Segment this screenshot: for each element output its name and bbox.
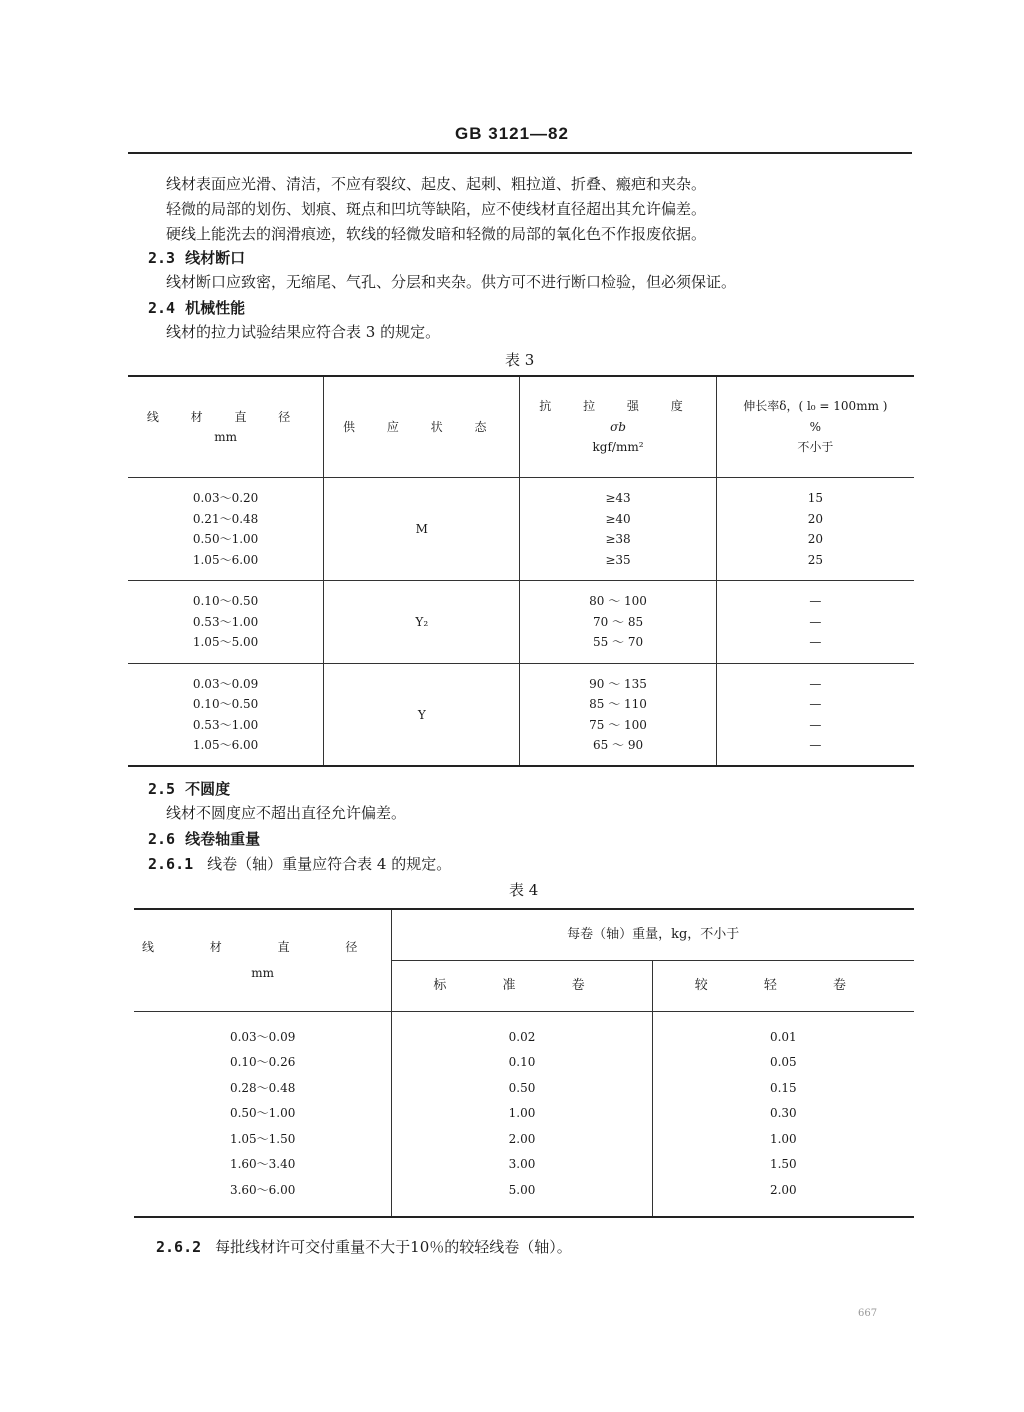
section-title: 每批线材许可交付重量不大于10％的较轻线卷（轴）。: [215, 1238, 572, 1256]
section-title: 线卷（轴）重量应符合表 4 的规定。: [207, 855, 452, 873]
strength-cell: ≥43 ≥40 ≥38 ≥35: [520, 478, 716, 581]
strength-cell: 80 ～ 100 70 ～ 85 55 ～ 70: [520, 581, 716, 664]
diameter-cell: 0.03～0.20 0.21～0.48 0.50～1.00 1.05～6.00: [128, 478, 324, 581]
section-number: 2.6.2: [156, 1238, 202, 1256]
paragraph-surface-1: 线材表面应光滑、清洁，不应有裂纹、起皮、起刺、粗拉道、折叠、瘢疤和夹杂。: [166, 175, 707, 193]
table-3-caption: 表 3: [505, 351, 535, 369]
page-number: 667: [858, 1308, 878, 1319]
diameter-cell: 0.03～0.09 0.10～0.26 0.28～0.48 0.50～1.00 1.05～1.50 1.60～3.40 3.60～6.00: [229, 1029, 296, 1197]
standard-coil-cell: 0.02 0.10 0.50 1.00 2.00 3.00 5.00: [392, 1012, 652, 1218]
header-elongation: 伸长率δ，( l₀ = 100mm ) % 不小于: [716, 376, 914, 478]
state-cell: Y₂: [324, 581, 520, 664]
section-title: 线卷轴重量: [185, 830, 261, 848]
document-code-header: GB 3121—82: [455, 124, 569, 143]
header-light-coil: 较 轻 卷: [652, 961, 914, 1012]
state-cell: M: [324, 478, 520, 581]
paragraph-fracture: 线材断口应致密，无缩尾、气孔、分层和夹杂。供方可不进行断口检验，但必须保证。: [166, 273, 737, 291]
section-2-4-heading: [148, 297, 245, 318]
section-number: 2.5: [148, 780, 176, 798]
section-2-6-1-heading: [148, 853, 451, 874]
table-row: [128, 664, 914, 767]
header-standard-coil: 标 准 卷: [392, 961, 652, 1012]
light-coil-cell: 0.01 0.05 0.15 0.30 1.00 1.50 2.00: [652, 1012, 914, 1218]
header-diameter: 线 材 直 径 mm: [134, 909, 392, 1012]
section-title: 机械性能: [185, 299, 246, 317]
section-number: 2.3: [148, 249, 176, 267]
table-row: [134, 1012, 914, 1218]
header-rule: [128, 152, 912, 154]
section-title: 线材断口: [185, 249, 246, 267]
header-weight: 每卷（轴）重量，kg，不小于: [392, 909, 914, 961]
section-number: 2.6: [148, 830, 176, 848]
elongation-cell: — — —: [716, 581, 914, 664]
paragraph-tensile: 线材的拉力试验结果应符合表 3 的规定。: [166, 323, 441, 341]
table-row: [128, 581, 914, 664]
diameter-cell: 0.10～0.50 0.53～1.00 1.05～5.00: [128, 581, 324, 664]
paragraph-roundness: 线材不圆度应不超出直径允许偏差。: [166, 804, 407, 822]
strength-cell: 90 ～ 135 85 ～ 110 75 ～ 100 65 ～ 90: [520, 664, 716, 767]
section-number: 2.6.1: [148, 855, 194, 873]
header-state: 供 应 状 态: [324, 376, 520, 478]
section-2-6-heading: [148, 828, 260, 849]
table-4: [134, 908, 914, 1218]
elongation-cell: — — — —: [716, 664, 914, 767]
table-3: [128, 375, 914, 767]
section-title: 不圆度: [185, 780, 231, 798]
table-4-caption: 表 4: [509, 881, 539, 899]
elongation-cell: 15 20 20 25: [716, 478, 914, 581]
section-number: 2.4: [148, 299, 176, 317]
table-row: [128, 478, 914, 581]
paragraph-surface-2: 轻微的局部的划伤、划痕、斑点和凹坑等缺陷，应不使线材直径超出其允许偏差。: [166, 200, 707, 218]
table-3-header-row: [128, 376, 914, 478]
header-diameter: 线 材 直 径 mm: [128, 376, 324, 478]
table-4-header-row: [134, 909, 914, 961]
paragraph-surface-3: 硬线上能洗去的润滑痕迹，软线的轻微发暗和轻微的局部的氧化色不作报废依据。: [166, 225, 707, 243]
diameter-cell: 0.03～0.09 0.10～0.50 0.53～1.00 1.05～6.00: [192, 676, 259, 752]
section-2-5-heading: [148, 778, 230, 799]
section-2-3-heading: [148, 247, 245, 268]
header-strength: 抗 拉 强 度 σb kgf/mm²: [520, 376, 716, 478]
section-2-6-2-heading: [156, 1236, 572, 1257]
state-cell: Y: [324, 664, 520, 767]
